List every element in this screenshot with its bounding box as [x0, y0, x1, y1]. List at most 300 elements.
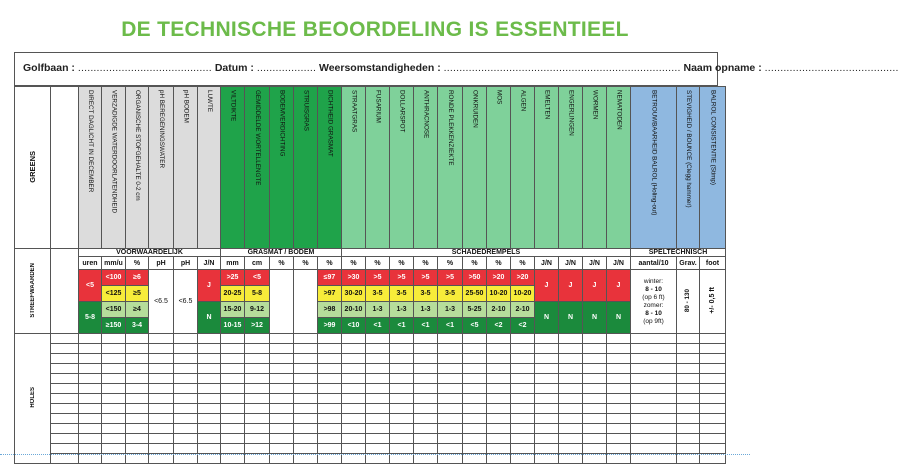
entry-cell[interactable] [198, 354, 221, 364]
entry-cell[interactable] [366, 364, 390, 374]
entry-cell[interactable] [414, 354, 438, 364]
entry-cell[interactable] [607, 444, 631, 454]
entry-cell[interactable] [174, 424, 198, 434]
entry-cell[interactable] [463, 334, 487, 344]
entry-cell[interactable] [126, 444, 149, 454]
entry-cell[interactable] [149, 424, 174, 434]
entry-cell[interactable] [366, 434, 390, 444]
entry-cell[interactable] [174, 384, 198, 394]
entry-cell[interactable] [487, 414, 511, 424]
entry-cell[interactable] [51, 444, 79, 454]
entry-cell[interactable] [700, 374, 726, 384]
entry-cell[interactable] [149, 384, 174, 394]
entry-cell[interactable] [700, 364, 726, 374]
entry-cell[interactable] [390, 384, 414, 394]
entry-cell[interactable] [366, 404, 390, 414]
entry-cell[interactable] [414, 454, 438, 464]
entry-cell[interactable] [221, 454, 245, 464]
entry-cell[interactable] [149, 394, 174, 404]
entry-cell[interactable] [270, 334, 294, 344]
entry-cell[interactable] [390, 394, 414, 404]
entry-cell[interactable] [607, 374, 631, 384]
entry-cell[interactable] [342, 344, 366, 354]
entry-cell[interactable] [390, 404, 414, 414]
entry-cell[interactable] [245, 404, 270, 414]
entry-cell[interactable] [270, 444, 294, 454]
entry-cell[interactable] [102, 434, 126, 444]
entry-cell[interactable] [126, 424, 149, 434]
entry-cell[interactable] [366, 354, 390, 364]
entry-cell[interactable] [535, 334, 559, 344]
entry-cell[interactable] [126, 374, 149, 384]
entry-cell[interactable] [414, 384, 438, 394]
entry-cell[interactable] [270, 354, 294, 364]
entry-cell[interactable] [438, 334, 463, 344]
entry-cell[interactable] [174, 414, 198, 424]
entry-cell[interactable] [270, 414, 294, 424]
entry-cell[interactable] [221, 344, 245, 354]
entry-cell[interactable] [79, 334, 102, 344]
entry-cell[interactable] [366, 414, 390, 424]
entry-cell[interactable] [126, 364, 149, 374]
entry-cell[interactable] [463, 374, 487, 384]
entry-cell[interactable] [245, 364, 270, 374]
entry-cell[interactable] [149, 354, 174, 364]
entry-cell[interactable] [318, 374, 342, 384]
entry-cell[interactable] [463, 394, 487, 404]
entry-cell[interactable] [535, 394, 559, 404]
entry-cell[interactable] [102, 344, 126, 354]
entry-cell[interactable] [390, 414, 414, 424]
entry-cell[interactable] [221, 414, 245, 424]
entry-cell[interactable] [79, 384, 102, 394]
entry-cell[interactable] [318, 444, 342, 454]
entry-cell[interactable] [245, 394, 270, 404]
entry-cell[interactable] [559, 454, 583, 464]
entry-cell[interactable] [631, 434, 677, 444]
entry-cell[interactable] [174, 364, 198, 374]
entry-cell[interactable] [390, 374, 414, 384]
entry-cell[interactable] [390, 354, 414, 364]
entry-cell[interactable] [414, 374, 438, 384]
entry-cell[interactable] [149, 344, 174, 354]
entry-cell[interactable] [318, 414, 342, 424]
entry-cell[interactable] [270, 384, 294, 394]
entry-cell[interactable] [463, 434, 487, 444]
entry-cell[interactable] [390, 334, 414, 344]
entry-cell[interactable] [221, 334, 245, 344]
entry-cell[interactable] [535, 434, 559, 444]
entry-cell[interactable] [79, 374, 102, 384]
entry-cell[interactable] [342, 394, 366, 404]
entry-cell[interactable] [198, 414, 221, 424]
entry-cell[interactable] [174, 374, 198, 384]
entry-cell[interactable] [318, 394, 342, 404]
entry-cell[interactable] [198, 384, 221, 394]
entry-cell[interactable] [79, 404, 102, 414]
entry-cell[interactable] [438, 384, 463, 394]
entry-cell[interactable] [270, 454, 294, 464]
entry-cell[interactable] [677, 434, 700, 444]
entry-cell[interactable] [700, 444, 726, 454]
entry-cell[interactable] [390, 344, 414, 354]
entry-cell[interactable] [149, 364, 174, 374]
entry-cell[interactable] [535, 344, 559, 354]
entry-cell[interactable] [390, 434, 414, 444]
entry-cell[interactable] [487, 394, 511, 404]
entry-cell[interactable] [198, 334, 221, 344]
entry-cell[interactable] [535, 364, 559, 374]
entry-cell[interactable] [51, 394, 79, 404]
entry-cell[interactable] [102, 364, 126, 374]
entry-cell[interactable] [487, 344, 511, 354]
entry-cell[interactable] [126, 404, 149, 414]
entry-cell[interactable] [487, 384, 511, 394]
entry-cell[interactable] [583, 424, 607, 434]
entry-cell[interactable] [463, 444, 487, 454]
entry-cell[interactable] [631, 374, 677, 384]
entry-cell[interactable] [700, 414, 726, 424]
entry-cell[interactable] [438, 374, 463, 384]
entry-cell[interactable] [342, 444, 366, 454]
entry-cell[interactable] [198, 404, 221, 414]
entry-cell[interactable] [677, 334, 700, 344]
entry-cell[interactable] [221, 434, 245, 444]
entry-cell[interactable] [463, 364, 487, 374]
entry-cell[interactable] [79, 444, 102, 454]
entry-cell[interactable] [631, 334, 677, 344]
entry-cell[interactable] [318, 364, 342, 374]
entry-cell[interactable] [318, 344, 342, 354]
entry-cell[interactable] [414, 334, 438, 344]
entry-cell[interactable] [174, 444, 198, 454]
entry-cell[interactable] [245, 444, 270, 454]
entry-cell[interactable] [102, 444, 126, 454]
entry-cell[interactable] [126, 384, 149, 394]
entry-cell[interactable] [149, 454, 174, 464]
entry-cell[interactable] [677, 444, 700, 454]
entry-cell[interactable] [677, 384, 700, 394]
entry-cell[interactable] [221, 354, 245, 364]
entry-cell[interactable] [700, 344, 726, 354]
entry-cell[interactable] [487, 364, 511, 374]
entry-cell[interactable] [51, 434, 79, 444]
entry-cell[interactable] [511, 364, 535, 374]
entry-cell[interactable] [607, 434, 631, 444]
entry-cell[interactable] [79, 364, 102, 374]
entry-cell[interactable] [414, 434, 438, 444]
entry-cell[interactable] [221, 394, 245, 404]
entry-cell[interactable] [511, 404, 535, 414]
entry-cell[interactable] [438, 454, 463, 464]
entry-cell[interactable] [700, 434, 726, 444]
entry-cell[interactable] [149, 444, 174, 454]
entry-cell[interactable] [294, 454, 318, 464]
entry-cell[interactable] [79, 414, 102, 424]
entry-cell[interactable] [511, 344, 535, 354]
entry-cell[interactable] [631, 414, 677, 424]
entry-cell[interactable] [559, 424, 583, 434]
entry-cell[interactable] [438, 344, 463, 354]
entry-cell[interactable] [487, 354, 511, 364]
entry-cell[interactable] [102, 404, 126, 414]
entry-cell[interactable] [390, 454, 414, 464]
entry-cell[interactable] [677, 374, 700, 384]
entry-cell[interactable] [677, 404, 700, 414]
entry-cell[interactable] [700, 454, 726, 464]
entry-cell[interactable] [126, 454, 149, 464]
entry-cell[interactable] [198, 424, 221, 434]
entry-cell[interactable] [102, 394, 126, 404]
entry-cell[interactable] [390, 444, 414, 454]
entry-cell[interactable] [221, 384, 245, 394]
entry-cell[interactable] [677, 454, 700, 464]
entry-cell[interactable] [318, 454, 342, 464]
entry-cell[interactable] [559, 344, 583, 354]
entry-cell[interactable] [342, 354, 366, 364]
entry-cell[interactable] [583, 344, 607, 354]
entry-cell[interactable] [700, 394, 726, 404]
entry-cell[interactable] [342, 454, 366, 464]
entry-cell[interactable] [535, 454, 559, 464]
entry-cell[interactable] [245, 434, 270, 444]
entry-cell[interactable] [414, 444, 438, 454]
entry-cell[interactable] [414, 364, 438, 374]
entry-cell[interactable] [342, 424, 366, 434]
entry-cell[interactable] [583, 434, 607, 444]
entry-cell[interactable] [366, 454, 390, 464]
entry-cell[interactable] [198, 454, 221, 464]
entry-cell[interactable] [463, 404, 487, 414]
entry-cell[interactable] [487, 434, 511, 444]
entry-cell[interactable] [583, 384, 607, 394]
entry-cell[interactable] [700, 404, 726, 414]
entry-cell[interactable] [677, 424, 700, 434]
entry-cell[interactable] [607, 424, 631, 434]
entry-cell[interactable] [583, 394, 607, 404]
entry-cell[interactable] [245, 334, 270, 344]
weer-field[interactable]: ............................................................................ [443, 62, 681, 74]
entry-cell[interactable] [294, 334, 318, 344]
entry-cell[interactable] [511, 444, 535, 454]
entry-cell[interactable] [487, 444, 511, 454]
entry-cell[interactable] [511, 334, 535, 344]
entry-cell[interactable] [366, 424, 390, 434]
entry-cell[interactable] [198, 444, 221, 454]
entry-cell[interactable] [607, 454, 631, 464]
entry-cell[interactable] [487, 404, 511, 414]
entry-cell[interactable] [245, 454, 270, 464]
entry-cell[interactable] [294, 424, 318, 434]
entry-cell[interactable] [198, 394, 221, 404]
entry-cell[interactable] [700, 334, 726, 344]
entry-cell[interactable] [607, 364, 631, 374]
entry-cell[interactable] [511, 414, 535, 424]
entry-cell[interactable] [174, 344, 198, 354]
entry-cell[interactable] [487, 424, 511, 434]
entry-cell[interactable] [126, 344, 149, 354]
entry-cell[interactable] [174, 334, 198, 344]
entry-cell[interactable] [535, 414, 559, 424]
entry-cell[interactable] [270, 344, 294, 354]
entry-cell[interactable] [583, 454, 607, 464]
entry-cell[interactable] [294, 444, 318, 454]
entry-cell[interactable] [607, 404, 631, 414]
entry-cell[interactable] [294, 354, 318, 364]
entry-cell[interactable] [102, 424, 126, 434]
entry-cell[interactable] [607, 384, 631, 394]
entry-cell[interactable] [511, 394, 535, 404]
entry-cell[interactable] [438, 444, 463, 454]
entry-cell[interactable] [438, 394, 463, 404]
entry-cell[interactable] [463, 414, 487, 424]
entry-cell[interactable] [342, 384, 366, 394]
entry-cell[interactable] [102, 334, 126, 344]
entry-cell[interactable] [174, 454, 198, 464]
entry-cell[interactable] [318, 334, 342, 344]
entry-cell[interactable] [245, 374, 270, 384]
entry-cell[interactable] [270, 424, 294, 434]
entry-cell[interactable] [174, 404, 198, 414]
entry-cell[interactable] [174, 434, 198, 444]
entry-cell[interactable] [535, 404, 559, 414]
entry-cell[interactable] [318, 424, 342, 434]
entry-cell[interactable] [102, 374, 126, 384]
entry-cell[interactable] [700, 424, 726, 434]
entry-cell[interactable] [51, 404, 79, 414]
golfbaan-field[interactable]: ........................................... [77, 62, 212, 74]
entry-cell[interactable] [631, 354, 677, 364]
entry-cell[interactable] [535, 354, 559, 364]
entry-cell[interactable] [79, 454, 102, 464]
entry-cell[interactable] [342, 374, 366, 384]
entry-cell[interactable] [559, 374, 583, 384]
entry-cell[interactable] [342, 364, 366, 374]
entry-cell[interactable] [221, 444, 245, 454]
entry-cell[interactable] [342, 334, 366, 344]
entry-cell[interactable] [221, 364, 245, 374]
entry-cell[interactable] [559, 404, 583, 414]
entry-cell[interactable] [294, 414, 318, 424]
entry-cell[interactable] [79, 344, 102, 354]
entry-cell[interactable] [583, 364, 607, 374]
entry-cell[interactable] [294, 374, 318, 384]
entry-cell[interactable] [607, 394, 631, 404]
entry-cell[interactable] [631, 394, 677, 404]
entry-cell[interactable] [677, 344, 700, 354]
entry-cell[interactable] [631, 424, 677, 434]
entry-cell[interactable] [51, 424, 79, 434]
entry-cell[interactable] [366, 444, 390, 454]
entry-cell[interactable] [677, 394, 700, 404]
entry-cell[interactable] [366, 344, 390, 354]
entry-cell[interactable] [414, 414, 438, 424]
entry-cell[interactable] [631, 384, 677, 394]
entry-cell[interactable] [51, 454, 79, 464]
entry-cell[interactable] [607, 354, 631, 364]
entry-cell[interactable] [559, 384, 583, 394]
entry-cell[interactable] [390, 364, 414, 374]
entry-cell[interactable] [245, 424, 270, 434]
entry-cell[interactable] [700, 354, 726, 364]
entry-cell[interactable] [294, 404, 318, 414]
entry-cell[interactable] [79, 424, 102, 434]
entry-cell[interactable] [79, 354, 102, 364]
entry-cell[interactable] [51, 334, 79, 344]
entry-cell[interactable] [245, 384, 270, 394]
entry-cell[interactable] [414, 424, 438, 434]
entry-cell[interactable] [487, 454, 511, 464]
entry-cell[interactable] [294, 384, 318, 394]
entry-cell[interactable] [126, 394, 149, 404]
entry-cell[interactable] [51, 384, 79, 394]
entry-cell[interactable] [438, 414, 463, 424]
entry-cell[interactable] [535, 374, 559, 384]
entry-cell[interactable] [463, 454, 487, 464]
entry-cell[interactable] [631, 364, 677, 374]
entry-cell[interactable] [463, 354, 487, 364]
entry-cell[interactable] [126, 434, 149, 444]
entry-cell[interactable] [583, 374, 607, 384]
entry-cell[interactable] [318, 404, 342, 414]
entry-cell[interactable] [126, 334, 149, 344]
entry-cell[interactable] [245, 344, 270, 354]
entry-cell[interactable] [366, 384, 390, 394]
entry-cell[interactable] [221, 404, 245, 414]
entry-cell[interactable] [511, 384, 535, 394]
entry-cell[interactable] [294, 394, 318, 404]
entry-cell[interactable] [294, 364, 318, 374]
entry-cell[interactable] [559, 354, 583, 364]
entry-cell[interactable] [126, 354, 149, 364]
entry-cell[interactable] [535, 424, 559, 434]
entry-cell[interactable] [366, 394, 390, 404]
entry-cell[interactable] [79, 394, 102, 404]
entry-cell[interactable] [342, 414, 366, 424]
entry-cell[interactable] [414, 394, 438, 404]
entry-cell[interactable] [174, 354, 198, 364]
entry-cell[interactable] [438, 424, 463, 434]
entry-cell[interactable] [51, 414, 79, 424]
entry-cell[interactable] [583, 404, 607, 414]
entry-cell[interactable] [631, 444, 677, 454]
entry-cell[interactable] [149, 374, 174, 384]
entry-cell[interactable] [198, 344, 221, 354]
entry-cell[interactable] [438, 434, 463, 444]
entry-cell[interactable] [583, 334, 607, 344]
entry-cell[interactable] [414, 404, 438, 414]
entry-cell[interactable] [559, 334, 583, 344]
entry-cell[interactable] [607, 344, 631, 354]
entry-cell[interactable] [631, 404, 677, 414]
entry-cell[interactable] [390, 424, 414, 434]
entry-cell[interactable] [270, 434, 294, 444]
entry-cell[interactable] [559, 394, 583, 404]
entry-cell[interactable] [318, 354, 342, 364]
entry-cell[interactable] [270, 374, 294, 384]
entry-cell[interactable] [149, 334, 174, 344]
entry-cell[interactable] [149, 414, 174, 424]
entry-cell[interactable] [607, 334, 631, 344]
entry-cell[interactable] [221, 424, 245, 434]
entry-cell[interactable] [102, 414, 126, 424]
entry-cell[interactable] [294, 434, 318, 444]
entry-cell[interactable] [487, 374, 511, 384]
entry-cell[interactable] [607, 414, 631, 424]
entry-cell[interactable] [318, 384, 342, 394]
entry-cell[interactable] [198, 364, 221, 374]
entry-cell[interactable] [583, 414, 607, 424]
